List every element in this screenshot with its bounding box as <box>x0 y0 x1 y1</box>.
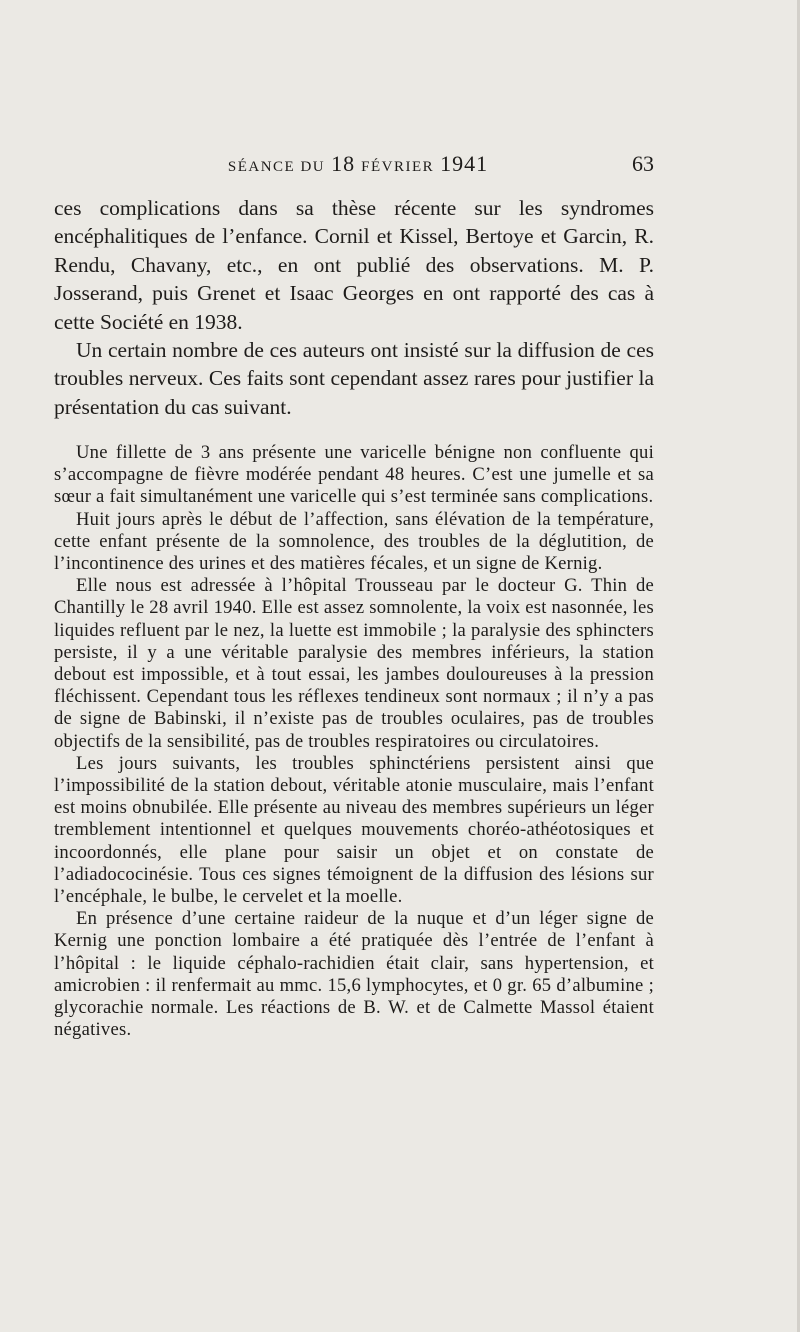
observation-paragraph: Les jours suivants, les troubles sphinctériens persistent ainsi que l’impossibilité de la station debout, véritable atonie musculaire, mais l’enfant est moins obnubilée. Elle présente au niveau des membres supérieurs un léger tremblement intentionnel et quelques mouvements choréo-athéotosiques et incoordonnés, elle plane pour saisir un objet et on constate de l’adiadococinésie. Tous ces signes témoignent de la diffusion des lésions sur l’encéphale, le bulbe, le cervelet et la moelle. <box>54 752 654 908</box>
intro-paragraph: Un certain nombre de ces auteurs ont insisté sur la diffusion de ces troubles nerveux. Ces faits sont cependant assez rares pour justifier la présentation du cas suivant. <box>54 338 654 419</box>
observation-paragraph: Elle nous est adressée à l’hôpital Trousseau par le docteur G. Thin de Chantilly le 28 avril 1940. Elle est assez somnolente, la voix est nasonnée, les liquides refluent par le nez, la luette est immobile ; la paralysie des sphincters persiste, il y a une véritable paralysie des membres inférieurs, la station debout est impossible, et à tout essai, les jambes douloureuses à la pression fléchissent. Cependant tous les réflexes tendineux sont normaux ; il n’y a pas de signe de Babinski, il n’existe pas de troubles oculaires, pas de troubles objectifs de la sensibilité, pas de troubles respiratoires ou circulatoires. <box>54 575 654 752</box>
running-header <box>62 148 654 180</box>
intro-text <box>54 194 654 421</box>
observation-paragraph: En présence d’une certaine raideur de la nuque et d’un léger signe de Kernig une ponction lombaire a été pratiquée dès l’entrée de l’enfant à l’hôpital : le liquide céphalo-rachidien était clair, sans hypertension, et amicrobien : il renfermait au mmc. 15,6 lymphocytes, et 0 gr. 65 d’albumine ; glycorachie normale. Les réactions de B. W. et de Calmette Massol étaient négatives. <box>54 908 654 1041</box>
intro-paragraph: ces complications dans sa thèse récente sur les syndromes encéphalitiques de l’enfance. Cornil et Kissel, Bertoye et Garcin, R. Rendu, Chavany, etc., en ont publié des observations. M. P. Josserand, puis Grenet et Isaac Georges en ont rapporté des cas à cette Société en 1938. <box>54 196 654 334</box>
observation-paragraph: Huit jours après le début de l’affection, sans élévation de la température, cette enfant présente de la somnolence, des troubles de la déglutition, de l’incontinence des urines et des matières fécales, et un signe de Kernig. <box>54 508 654 575</box>
seance-year: 1941 <box>440 151 489 176</box>
seance-day: 18 <box>331 151 356 176</box>
seance-month: FÉVRIER <box>361 159 435 175</box>
case-observation <box>54 442 654 1041</box>
observation-paragraph: Une fillette de 3 ans présente une varicelle bénigne non confluente qui s’accompagne de fièvre modérée pendant 48 heures. C’est une jumelle et sa sœur a fait simultanément une varicelle qui s’est terminée sans complications. <box>54 442 654 508</box>
seance-label: SÉANCE DU <box>227 159 326 175</box>
page-number: 63 <box>632 151 654 176</box>
running-title <box>62 148 654 183</box>
